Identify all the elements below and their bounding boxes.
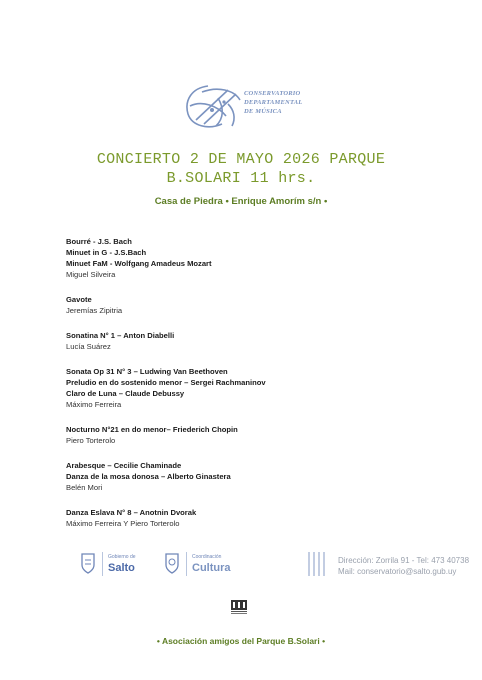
- program-block: [66, 330, 446, 352]
- performer-name: Miguel Silveira: [66, 270, 116, 279]
- program-block: [66, 366, 446, 410]
- venue-line: Casa de Piedra • Enrique Amorím s/n •: [154, 196, 328, 207]
- logo-line: CONSERVATORIO: [244, 90, 301, 97]
- piece-title: Claro de Luna – Claude Debussy: [66, 389, 185, 398]
- piece-title: Sonatina N° 1 – Anton Diabelli: [66, 331, 175, 340]
- piece-title: Danza Eslava N° 8 – Anotnin Dvorak: [66, 508, 197, 517]
- gobierno-name: Salto: [108, 562, 135, 574]
- performer-name: Máximo Ferreira Y Piero Torterolo: [66, 519, 180, 528]
- piece-title: Bourré - J.S. Bach: [66, 237, 132, 246]
- building-logo-icon: [230, 596, 248, 616]
- performer-name: Belén Mori: [66, 483, 103, 492]
- contact-email: Mail: conservatorio@salto.gub.uy: [338, 567, 457, 576]
- piece-title: Nocturno N°21 en do menor– Friederich Chopin: [66, 425, 238, 434]
- concert-title: [40, 150, 442, 188]
- piece-title: Arabesque – Cecilie Chaminade: [66, 461, 182, 470]
- piece-title: Minuet in G - J.S.Bach: [66, 248, 147, 257]
- conservatorio-name: [244, 89, 302, 116]
- program-block: [66, 424, 446, 446]
- coordinacion-label: Coordinación: [192, 554, 222, 560]
- logo-line: DEPARTAMENTAL: [244, 99, 303, 106]
- piece-title: Preludio en do sostenido menor – Sergei Rachmaninov: [66, 378, 266, 387]
- gobierno-label: Gobierno de: [108, 554, 136, 560]
- gobierno-shield-icon: [80, 552, 96, 574]
- piece-title: Gavote: [66, 295, 92, 304]
- performer-name: Máximo Ferreira: [66, 400, 122, 409]
- program-block: [66, 294, 446, 316]
- performer-name: Lucía Suárez: [66, 342, 111, 351]
- contact-address: Dirección: Zorrila 91 - Tel: 473 40738: [338, 556, 470, 565]
- program-block: [66, 460, 446, 493]
- program-block: [66, 507, 446, 529]
- piece-title: Sonata Op 31 N° 3 – Ludwing Van Beethoven: [66, 367, 228, 376]
- piece-title: Minuet FaM - Wolfgang Amadeus Mozart: [66, 259, 212, 268]
- divider: [102, 552, 103, 576]
- cultura-shield-icon: [164, 552, 180, 574]
- divider: [186, 552, 187, 576]
- performer-name: Piero Torterolo: [66, 436, 116, 445]
- sponsor-bar: [80, 548, 470, 582]
- piece-title: Danza de la mosa donosa – Alberto Ginastera: [66, 472, 231, 481]
- title-line: B.SOLARI 11 hrs.: [166, 170, 316, 187]
- logo-line: DE MÚSICA: [244, 108, 282, 115]
- contact-info: [338, 555, 469, 577]
- performer-name: Jeremías Zipitria: [66, 306, 123, 315]
- program-block: [66, 236, 446, 280]
- program-list: [66, 236, 446, 543]
- coordinacion-name: Cultura: [192, 562, 231, 574]
- footer-association: • Asociación amigos del Parque B.Solari •: [156, 636, 326, 646]
- stripes-icon: [308, 552, 328, 576]
- title-line: CONCIERTO 2 DE MAYO 2026 PARQUE: [96, 151, 386, 168]
